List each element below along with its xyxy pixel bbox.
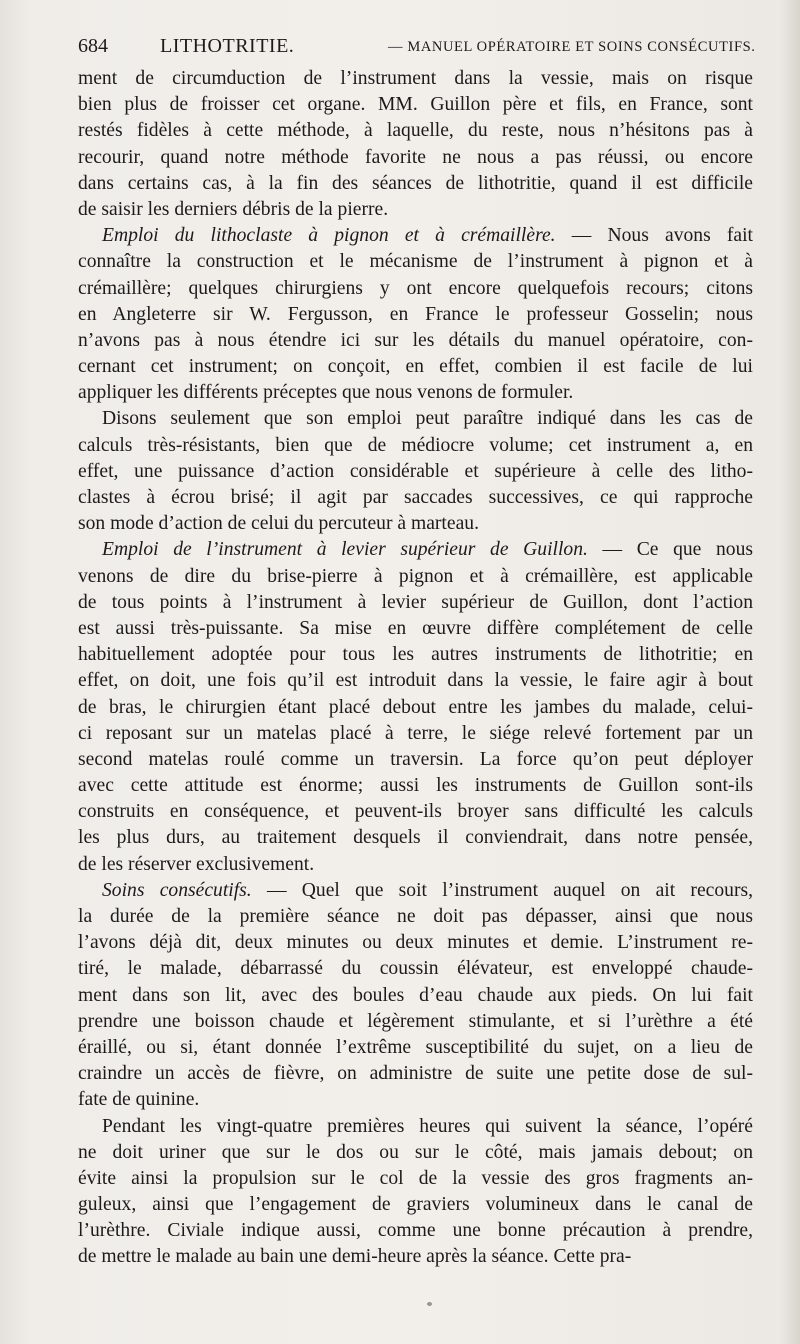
text-line xyxy=(78,197,753,223)
line-text: appliquer les différents préceptes que nous venons de formuler. xyxy=(78,382,574,404)
paragraph xyxy=(78,406,753,537)
paragraph xyxy=(78,1114,753,1271)
line-text: dans certains cas, à la fin des séances de lithotritie, quand il est difficile xyxy=(78,172,753,194)
line-text: évite ainsi la propulsion sur le col de la vessie des gros fragments an- xyxy=(78,1167,753,1189)
line-text: effet, une puissance d’action considérable et supérieure à celle des litho- xyxy=(78,460,753,482)
line-text: de bras, le chirurgien étant placé debout entre les jambes du malade, celui- xyxy=(78,696,753,718)
text-line xyxy=(78,459,753,485)
line-text: effet, on doit, une fois qu’il est introduit dans la vessie, le faire agir à bout xyxy=(78,670,753,692)
text-line xyxy=(78,1061,753,1087)
text-line xyxy=(78,328,753,354)
text-line xyxy=(78,92,753,118)
line-text: avec cette attitude est énorme; aussi les instruments de Guillon sont-ils xyxy=(78,775,753,797)
text-line xyxy=(78,1009,753,1035)
text-line xyxy=(78,406,753,432)
line-text: calculs très-résistants, bien que de médiocre volume; cet instrument a, en xyxy=(78,434,753,456)
paragraph xyxy=(78,66,753,223)
page-body xyxy=(78,66,753,1271)
line-text: construits en conséquence, et peuvent-ils broyer sans difficulté les calculs xyxy=(78,801,753,823)
paragraph xyxy=(78,878,753,1114)
text-line xyxy=(78,511,753,537)
text-line xyxy=(78,904,753,930)
text-line xyxy=(78,721,753,747)
line-text: guleux, ainsi que l’engagement de graviers volumineux dans le canal de xyxy=(78,1194,753,1216)
text-line xyxy=(78,799,753,825)
text-line xyxy=(78,878,753,904)
line-text: ment dans son lit, avec des boules d’eau chaude aux pieds. On lui fait xyxy=(78,984,753,1006)
text-line xyxy=(78,433,753,459)
text-line xyxy=(78,66,753,92)
page-number: 684 xyxy=(78,35,108,57)
line-text: la durée de la première séance ne doit pas dépasser, ainsi que nous xyxy=(78,906,753,927)
line-text: l’urèthre. Civiale indique aussi, comme une bonne précaution à prendre, xyxy=(78,1220,753,1242)
line-text: ment de circumduction de l’instrument dans la vessie, mais on risque xyxy=(78,68,753,89)
text-line xyxy=(78,564,753,590)
line-text: fate de quinine. xyxy=(78,1089,200,1111)
text-line xyxy=(78,616,753,642)
text-line xyxy=(78,276,753,302)
ink-speck xyxy=(427,1302,432,1306)
text-line xyxy=(78,145,753,171)
header-subtitle: — MANUEL OPÉRATOIRE ET SOINS CONSÉCUTIFS. xyxy=(388,39,756,55)
line-text: venons de dire du brise-pierre à pignon et à crémaillère, est applicable xyxy=(78,565,753,587)
line-text: ci reposant sur un matelas placé à terre, le siége relevé fortement par un xyxy=(78,722,753,744)
line-text: ne doit uriner que sur le dos ou sur le côté, mais jamais debout; on xyxy=(78,1141,753,1163)
running-header xyxy=(78,33,768,59)
paragraph xyxy=(78,537,753,877)
text-line xyxy=(78,1166,753,1192)
text-line xyxy=(78,642,753,668)
text-line xyxy=(78,223,753,249)
line-text: l’avons déjà dit, deux minutes ou deux minutes et demie. L’instrument re- xyxy=(78,932,753,954)
line-text: cernant cet instrument; on conçoit, en effet, combien il est facile de lui xyxy=(78,356,753,378)
text-line xyxy=(78,354,753,380)
line-text: habituellement adoptée pour tous les autres instruments de lithotritie; en xyxy=(78,644,753,666)
text-line xyxy=(78,1114,753,1140)
text-line xyxy=(78,380,753,406)
line-text: Pendant les vingt-quatre premières heures qui suivent la séance, l’opéré xyxy=(102,1115,753,1137)
text-line xyxy=(78,249,753,275)
line-text: tiré, le malade, débarrassé du coussin élévateur, est enveloppé chaude- xyxy=(78,958,753,980)
text-line xyxy=(78,1140,753,1166)
line-text: connaître la construction et le mécanisme de l’instrument à pignon et à xyxy=(78,251,753,273)
text-line xyxy=(78,983,753,1009)
line-text: Disons seulement que son emploi peut paraître indiqué dans les cas de xyxy=(102,408,753,430)
line-text: éraillé, ou si, étant donnée l’extrême susceptibilité du sujet, on a lieu de xyxy=(78,1036,753,1058)
text-line xyxy=(78,747,753,773)
text-line xyxy=(78,956,753,982)
section-heading: Soins consécutifs. xyxy=(102,879,252,901)
paragraph xyxy=(78,223,753,406)
text-line xyxy=(78,852,753,878)
line-text: bien plus de froisser cet organe. MM. Guillon père et fils, en France, sont xyxy=(78,94,753,116)
line-text: de tous points à l’instrument à levier supérieur de Guillon, dont l’action xyxy=(78,591,753,613)
text-line xyxy=(78,825,753,851)
header-title: LITHOTRITIE. xyxy=(160,35,295,57)
text-line xyxy=(78,118,753,144)
section-heading: Emploi de l’instrument à levier supérieur de Guillon. xyxy=(102,539,588,561)
line-text: en Angleterre sir W. Fergusson, en France le professeur Gosselin; nous xyxy=(78,303,753,325)
text-line xyxy=(78,930,753,956)
text-line xyxy=(78,1244,753,1270)
line-text: restés fidèles à cette méthode, à laquelle, du reste, nous n’hésitons pas à xyxy=(78,120,753,142)
text-line xyxy=(78,590,753,616)
text-line xyxy=(78,1087,753,1113)
line-text: — Quel que soit l’instrument auquel on ait recours, xyxy=(251,879,753,901)
line-text: recourir, quand notre méthode favorite ne nous a pas réussi, ou encore xyxy=(78,146,753,168)
line-text: — Nous avons fait xyxy=(555,225,753,247)
text-line xyxy=(78,668,753,694)
line-text: craindre un accès de fièvre, on administre de suite une petite dose de sul- xyxy=(78,1063,753,1085)
text-line xyxy=(78,1192,753,1218)
line-text: — Ce que nous xyxy=(587,539,754,561)
line-text: est aussi très-puissante. Sa mise en œuvre diffère complétement de celle xyxy=(78,617,753,639)
text-line xyxy=(78,773,753,799)
text-line xyxy=(78,1218,753,1244)
line-text: clastes à écrou brisé; il agit par saccades successives, ce qui rapproche xyxy=(78,487,753,508)
text-line xyxy=(78,485,753,511)
line-text: de saisir les derniers débris de la pierre. xyxy=(78,198,389,220)
line-text: crémaillère; quelques chirurgiens y ont encore quelquefois recours; citons xyxy=(78,277,753,299)
text-line xyxy=(78,695,753,721)
line-text: de mettre le malade au bain une demi-heure après la séance. Cette pra- xyxy=(78,1246,632,1268)
text-line xyxy=(78,1035,753,1061)
section-heading: Emploi du lithoclaste à pignon et à crémaillère. xyxy=(102,225,556,247)
line-text: les plus durs, au traitement desquels il conviendrait, dans notre pensée, xyxy=(78,827,753,849)
line-text: prendre une boisson chaude et légèrement stimulante, et si l’urèthre a été xyxy=(78,1010,753,1032)
line-text: de les réserver exclusivement. xyxy=(78,853,315,875)
text-line xyxy=(78,302,753,328)
line-text: son mode d’action de celui du percuteur à marteau. xyxy=(78,513,479,535)
text-line xyxy=(78,537,753,563)
line-text: n’avons pas à nous étendre ici sur les détails du manuel opératoire, con- xyxy=(78,329,753,351)
line-text: second matelas roulé comme un traversin. La force qu’on peut déployer xyxy=(78,748,753,770)
text-line xyxy=(78,171,753,197)
